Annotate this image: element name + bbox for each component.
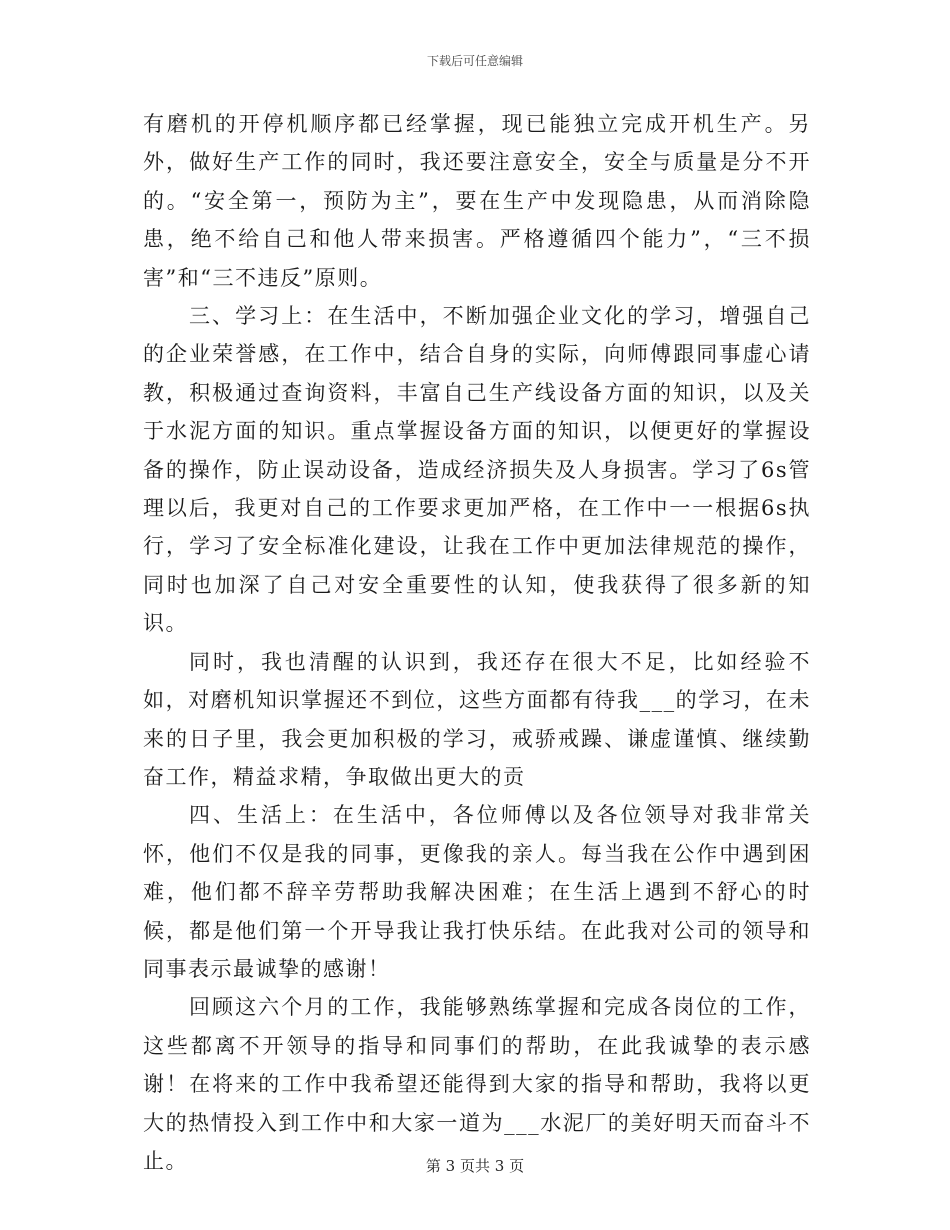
paragraph-life: 四、生活上：在生活中，各位师傅以及各位领导对我非常关怀，他们不仅是我的同事，更像我的亲人。每当我在公作中遇到困难，他们都不辞辛劳帮助我解决困难；在生活上遇到不舒心的时候，都是他们第一个开导我让我打快乐结。在此我对公司的领导和同事表示最诚挚的感谢！ xyxy=(143,803,811,981)
page-footer: 第 3 页共 3 页 xyxy=(425,1157,525,1175)
paragraph-review: 回顾这六个月的工作，我能够熟练掌握和完成各岗位的工作，这些都离不开领导的指导和同事们的帮助，在此我诚挚的表示感谢！在将来的工作中我希望还能得到大家的指导和帮助，我将以更大的热情投入到工作中和大家一道为___水泥厂的美好明天而奋斗不止。 xyxy=(143,995,811,1173)
paragraph-study: 三、学习上：在生活中，不断加强企业文化的学习，增强自己的企业荣誉感，在工作中，结合自身的实际，向师傅跟同事虚心请教，积极通过查询资料，丰富自己生产线设备方面的知识，以及关于水泥方面的知识。重点掌握设备方面的知识，以便更好的掌握设备的操作，防止误动设备，造成经济损失及人身损害。学习了6s管理以后，我更对自己的工作要求更加严格，在工作中一一根据6s执行，学习了安全标准化建设，让我在工作中更加法律规范的操作，同时也加深了自己对安全重要性的认知，使我获得了很多新的知识。 xyxy=(143,304,811,636)
document-body xyxy=(143,105,811,1180)
page-header: 下载后可任意编辑 xyxy=(426,54,523,68)
paragraph-production-safety: 有磨机的开停机顺序都已经掌握，现已能独立完成开机生产。另外，做好生产工作的同时，我还要注意安全，安全与质量是分不开的。“安全第一，预防为主”，要在生产中发现隐患，从而消除隐患，绝不给自己和他人带来损害。严格遵循四个能力”，“三不损害”和“三不违反”原则。 xyxy=(143,112,811,290)
paragraph-shortcomings: 同时，我也清醒的认识到，我还存在很大不足，比如经验不如，对磨机知识掌握还不到位，这些方面都有待我___的学习，在未来的日子里，我会更加积极的学习，戒骄戒躁、谦虚谨慎、继续勤奋工作，精益求精，争取做出更大的贡 xyxy=(143,649,811,789)
